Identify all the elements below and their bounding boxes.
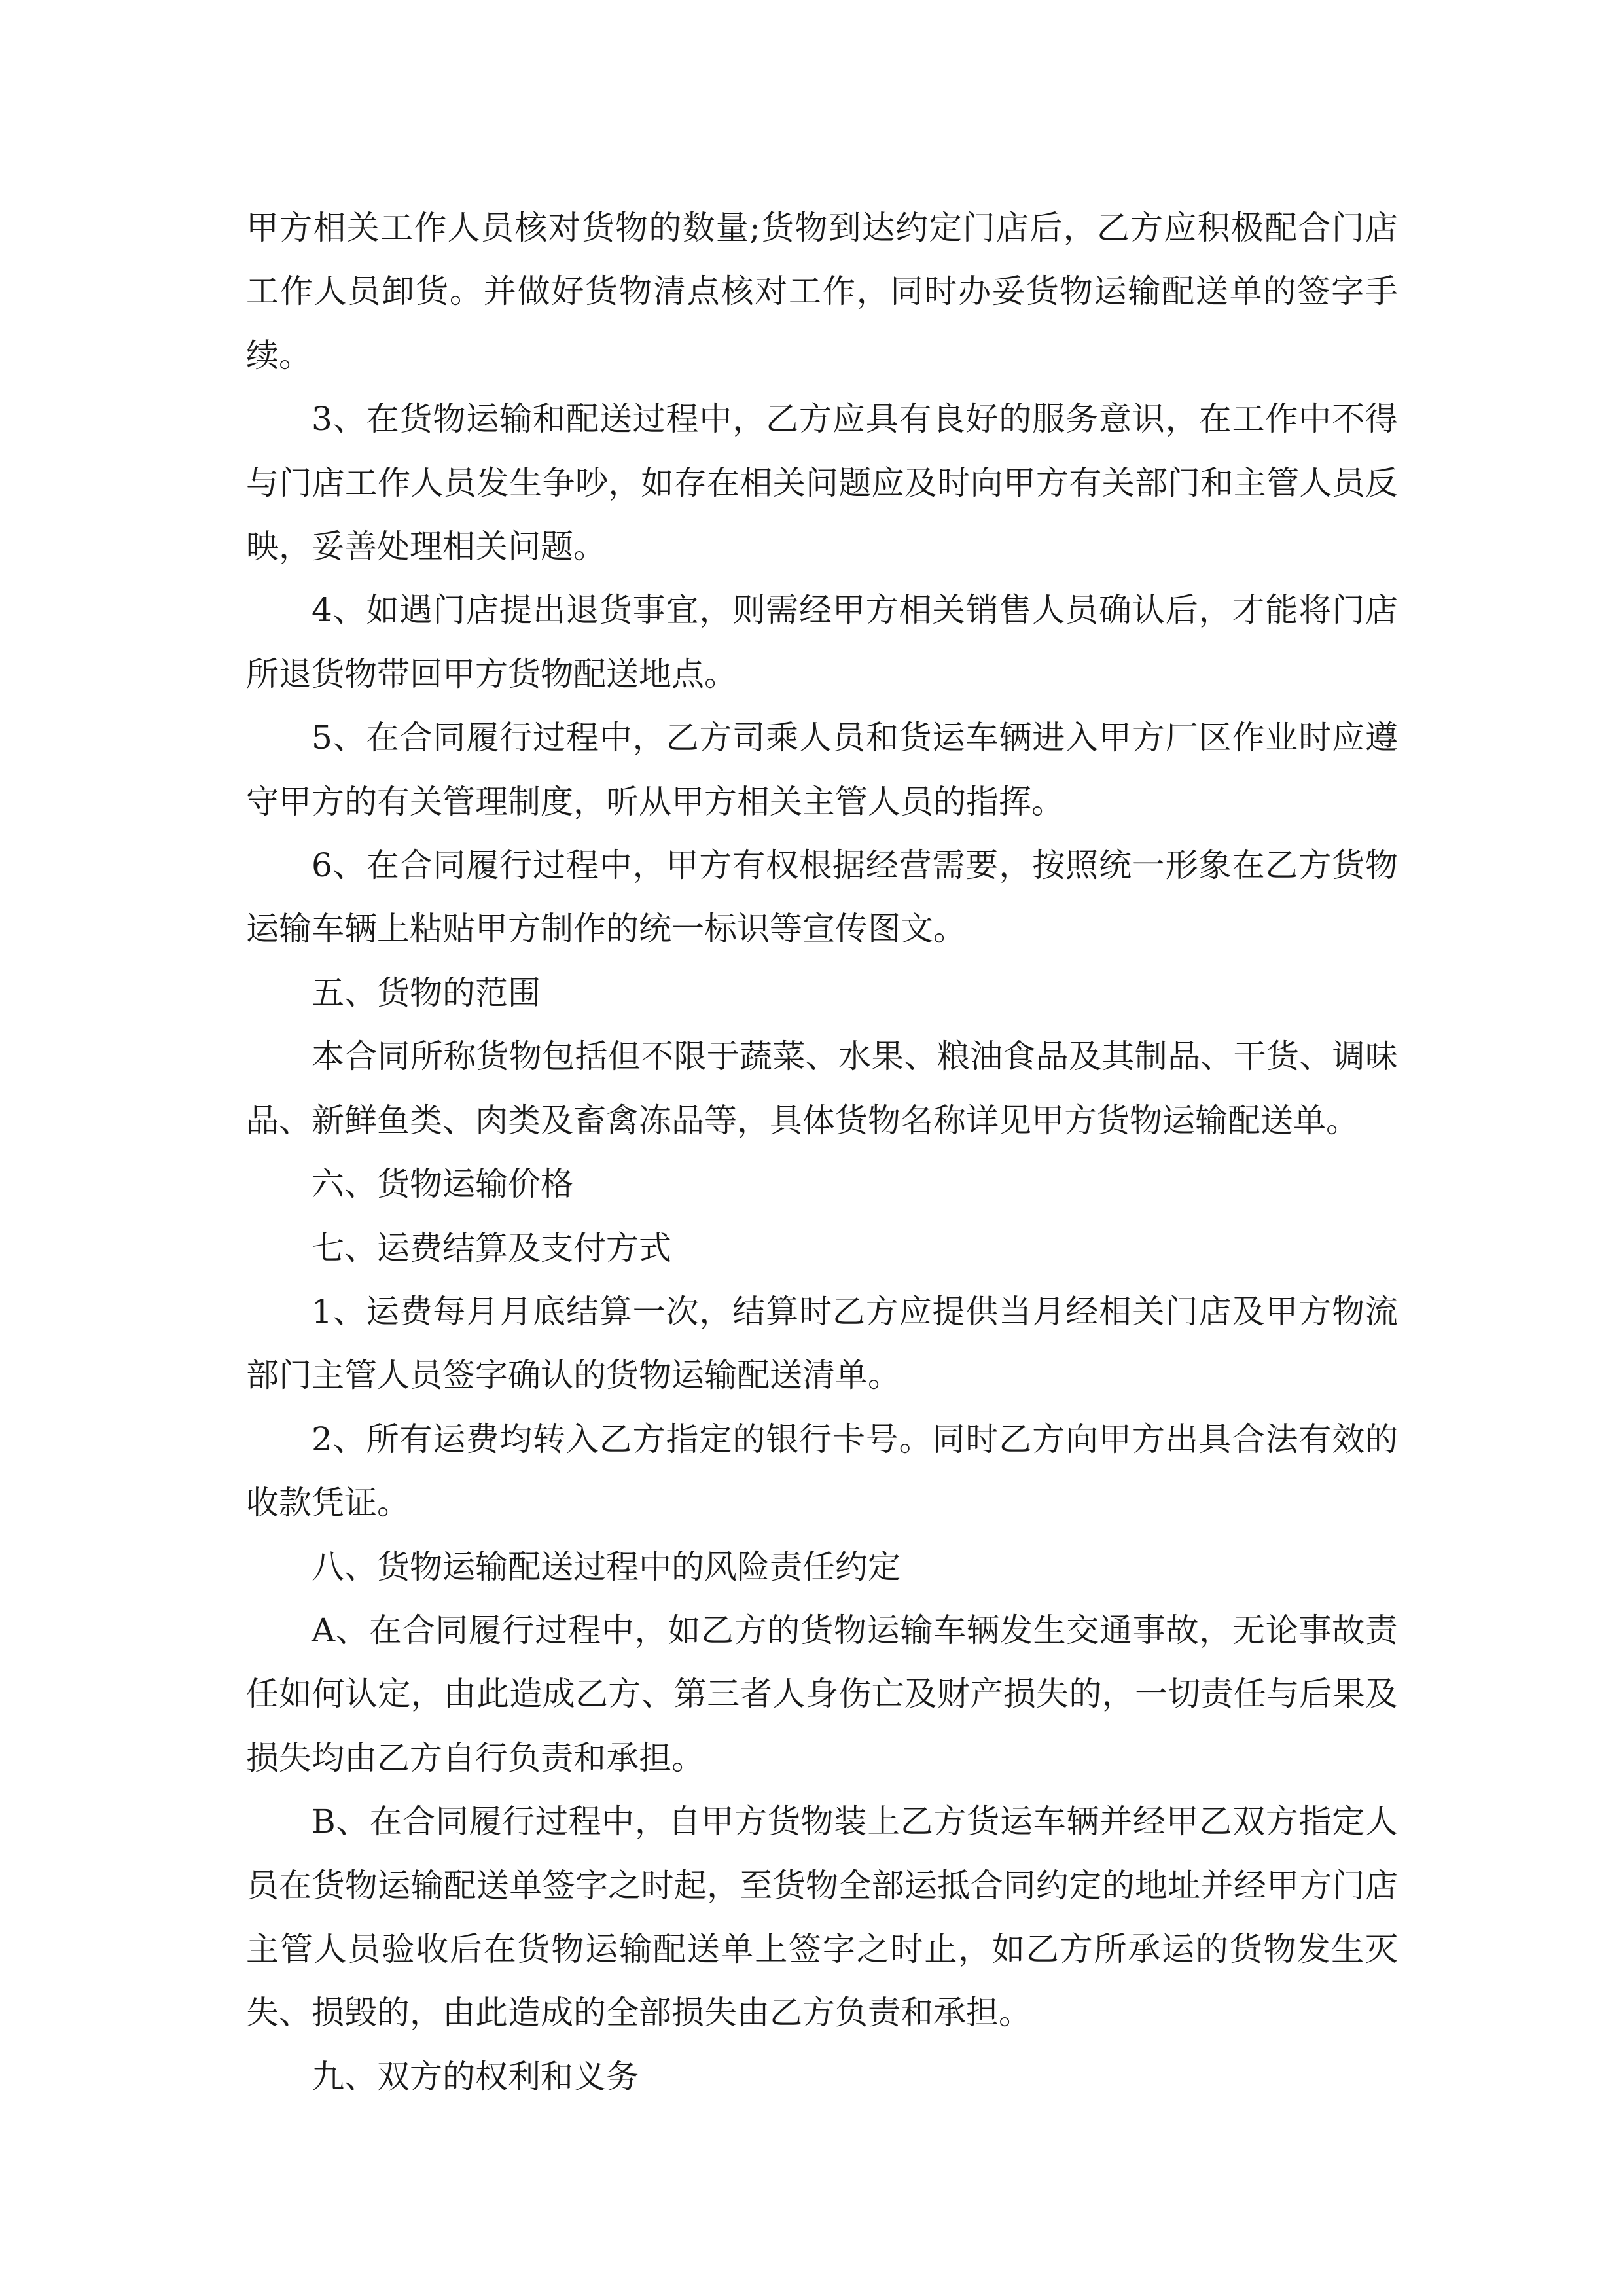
paragraph-risk-b: B、在合同履行过程中，自甲方货物装上乙方货运车辆并经甲乙双方指定人员在货物运输配送单签字之时起，至货物全部运抵合同约定的地址并经甲方门店主管人员验收后在货物运输配送单上签字之时止，如乙方所承运的货物发生灭失、损毁的，由此造成的全部损失由乙方负责和承担。 xyxy=(246,1803,1398,2032)
paragraph-clause-6: 6、在合同履行过程中，甲方有权根据经营需要，按照统一形象在乙方货物运输车辆上粘贴甲方制作的统一标识等宣传图文。 xyxy=(246,846,1398,948)
paragraph-clause-3: 3、在货物运输和配送过程中，乙方应具有良好的服务意识，在工作中不得与门店工作人员发生争吵，如存在相关问题应及时向甲方有关部门和主管人员反映，妥善处理相关问题。 xyxy=(246,400,1398,566)
paragraph-goods-scope: 本合同所称货物包括但不限于蔬菜、水果、粮油食品及其制品、干货、调味品、新鲜鱼类、肉类及畜禽冻品等，具体货物名称详见甲方货物运输配送单。 xyxy=(246,1037,1398,1139)
paragraph-clause-5: 5、在合同履行过程中，乙方司乘人员和货运车辆进入甲方厂区作业时应遵守甲方的有关管理制度，听从甲方相关主管人员的指挥。 xyxy=(246,719,1398,821)
paragraph-settlement-1: 1、运费每月月底结算一次，结算时乙方应提供当月经相关门店及甲方物流部门主管人员签字确认的货物运输配送清单。 xyxy=(246,1292,1398,1395)
paragraph-risk-a: A、在合同履行过程中，如乙方的货物运输车辆发生交通事故，无论事故责任如何认定，由此造成乙方、第三者人身伤亡及财产损失的，一切责任与后果及损失均由乙方自行负责和承担。 xyxy=(246,1611,1398,1777)
paragraph-settlement-2: 2、所有运费均转入乙方指定的银行卡号。同时乙方向甲方出具合法有效的收款凭证。 xyxy=(246,1420,1398,1522)
paragraph-clause-4: 4、如遇门店提出退货事宜，则需经甲方相关销售人员确认后，才能将门店所退货物带回甲方货物配送地点。 xyxy=(246,591,1398,693)
paragraph-continuation: 甲方相关工作人员核对货物的数量;货物到达约定门店后，乙方应积极配合门店工作人员卸货。并做好货物清点核对工作，同时办妥货物运输配送单的签字手续。 xyxy=(246,209,1398,374)
section-heading-7: 七、运费结算及支付方式 xyxy=(312,1229,671,1267)
section-heading-8: 八、货物运输配送过程中的风险责任约定 xyxy=(312,1547,901,1586)
section-heading-5: 五、货物的范围 xyxy=(312,973,541,1012)
section-heading-9: 九、双方的权利和义务 xyxy=(312,2057,639,2096)
document-body xyxy=(246,196,1398,2109)
section-heading-6: 六、货物运输价格 xyxy=(312,1165,573,1204)
